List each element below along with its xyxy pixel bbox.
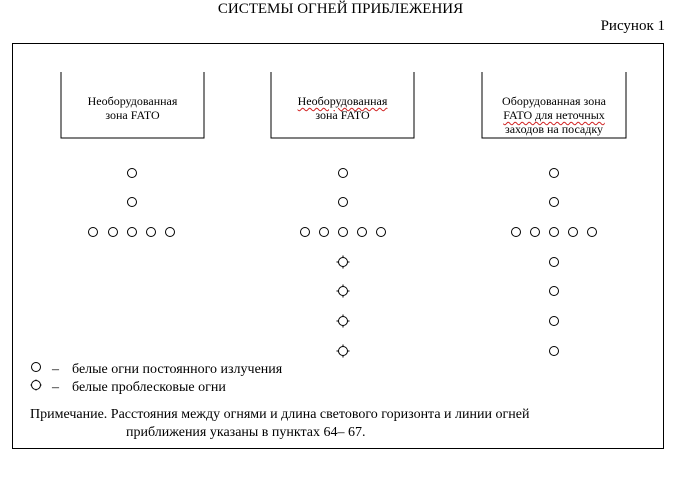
lights-system-2 [301, 169, 386, 358]
steady-light-icon [550, 317, 559, 326]
steady-light-icon [550, 228, 559, 237]
flashing-light-icon [337, 315, 350, 328]
note [30, 406, 650, 442]
zone-label-line: заходов на посадку [504, 122, 604, 136]
lights-system-1 [89, 169, 175, 237]
steady-light-icon [569, 228, 578, 237]
zone-label-line: FATO для неточных [503, 108, 605, 122]
steady-light-icon [550, 169, 559, 178]
steady-light-icon [320, 228, 329, 237]
steady-light-icon [30, 361, 52, 379]
legend [30, 361, 282, 397]
figure-label: Рисунок 1 [600, 18, 665, 34]
steady-light-icon [128, 228, 137, 237]
legend-item-steady [30, 361, 282, 379]
steady-light-icon [588, 228, 597, 237]
steady-light-icon [128, 198, 137, 207]
steady-light-icon [550, 258, 559, 267]
steady-light-icon [89, 228, 98, 237]
steady-light-icon [550, 198, 559, 207]
steady-light-icon [339, 228, 348, 237]
steady-light-icon [301, 228, 310, 237]
note-line: приближения указаны в пунктах 64– 67. [126, 425, 366, 440]
steady-light-icon [358, 228, 367, 237]
legend-item-flashing [30, 379, 282, 397]
zone-label-line: зона FATO [315, 108, 370, 122]
lights-system-3 [512, 169, 597, 356]
zone-label-line: Необорудованная [87, 94, 178, 108]
zone-label-3 [482, 94, 626, 136]
flashing-light-icon [337, 345, 350, 358]
steady-light-icon [377, 228, 386, 237]
steady-light-icon [339, 198, 348, 207]
steady-light-icon [512, 228, 521, 237]
steady-light-icon [166, 228, 175, 237]
flashing-light-icon [337, 285, 350, 298]
legend-text: белые огни постоянного излучения [72, 362, 283, 377]
steady-light-icon [147, 228, 156, 237]
zone-label-line: зона FATO [105, 108, 160, 122]
legend-dash: – [52, 362, 59, 377]
steady-light-icon [109, 228, 118, 237]
zone-label-1 [61, 94, 204, 122]
flashing-light-icon [30, 378, 52, 398]
legend-text: белые проблесковые огни [72, 380, 226, 395]
steady-light-icon [128, 169, 137, 178]
steady-light-icon [550, 287, 559, 296]
zone-label-2 [271, 94, 414, 122]
page-title: СИСТЕМЫ ОГНЕЙ ПРИБЛЕЖЕНИЯ [217, 1, 464, 17]
steady-light-icon [339, 169, 348, 178]
steady-light-icon [531, 228, 540, 237]
note-line: Примечание. Расстояния между огнями и длина светового горизонта и линии огней [30, 407, 530, 422]
zone-label-line: Оборудованная зона [502, 94, 606, 108]
flashing-light-icon [337, 256, 350, 269]
zone-label-line: Необорудованная [297, 94, 388, 108]
legend-dash: – [52, 380, 59, 395]
steady-light-icon [550, 347, 559, 356]
